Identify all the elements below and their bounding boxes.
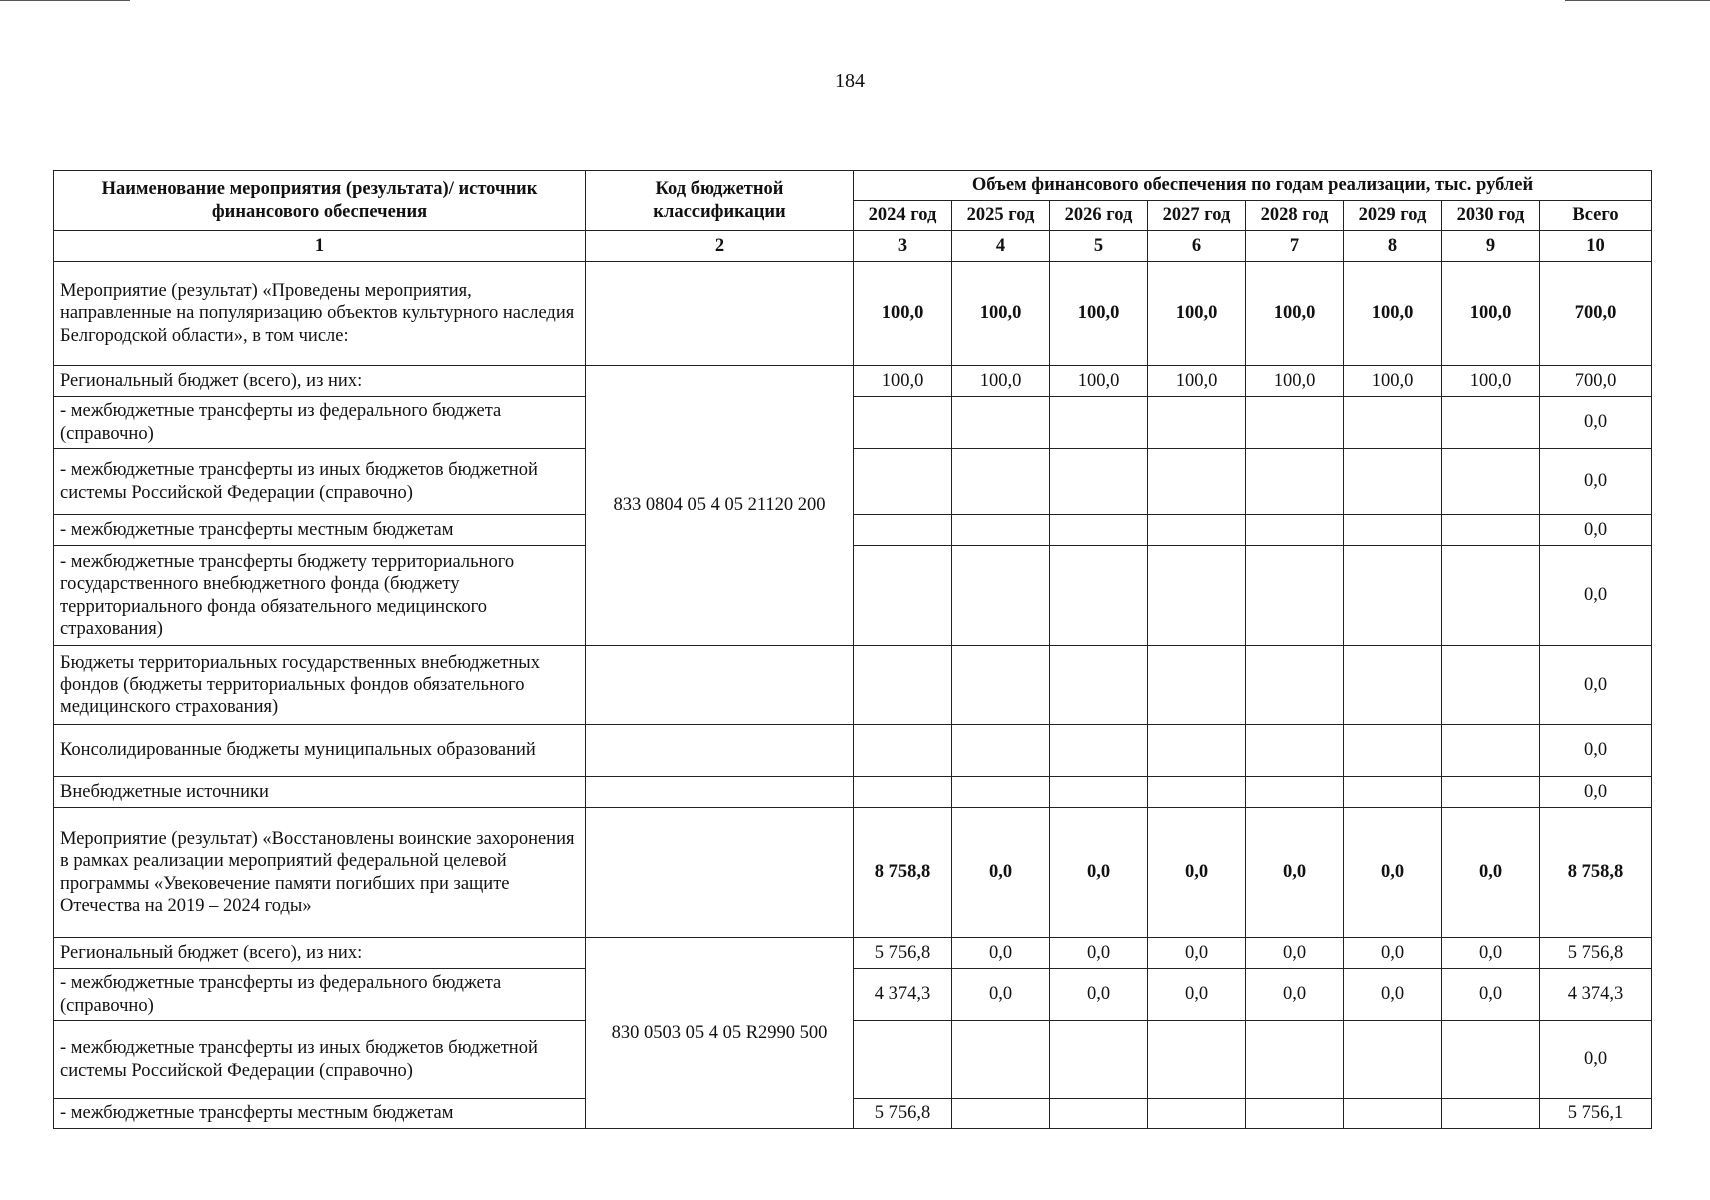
value-cell: 0,0 bbox=[1148, 969, 1246, 1021]
code-cell bbox=[586, 808, 854, 938]
value-cell bbox=[952, 777, 1050, 808]
table-row bbox=[54, 808, 1652, 938]
value-cell bbox=[1148, 515, 1246, 546]
total-cell: 700,0 bbox=[1540, 262, 1652, 366]
value-cell: 100,0 bbox=[1148, 366, 1246, 397]
value-cell bbox=[1442, 1099, 1540, 1129]
value-cell bbox=[1148, 546, 1246, 646]
value-cell bbox=[1148, 397, 1246, 449]
value-cell bbox=[952, 546, 1050, 646]
value-cell bbox=[1148, 646, 1246, 725]
total-cell: 0,0 bbox=[1540, 449, 1652, 515]
value-cell bbox=[1050, 449, 1148, 515]
total-cell: 8 758,8 bbox=[1540, 808, 1652, 938]
value-cell: 100,0 bbox=[1050, 366, 1148, 397]
value-cell: 0,0 bbox=[1344, 969, 1442, 1021]
value-cell bbox=[854, 397, 952, 449]
value-cell bbox=[1344, 646, 1442, 725]
value-cell bbox=[1246, 397, 1344, 449]
total-cell: 0,0 bbox=[1540, 1021, 1652, 1099]
value-cell: 0,0 bbox=[1050, 808, 1148, 938]
value-cell: 0,0 bbox=[1246, 938, 1344, 969]
value-cell bbox=[1246, 1099, 1344, 1129]
value-cell: 0,0 bbox=[952, 969, 1050, 1021]
value-cell bbox=[1344, 397, 1442, 449]
value-cell bbox=[1344, 515, 1442, 546]
value-cell bbox=[1344, 1021, 1442, 1099]
scan-edge-top-right bbox=[1565, 0, 1710, 1]
column-number: 1 bbox=[54, 231, 586, 262]
value-cell bbox=[1442, 725, 1540, 777]
value-cell bbox=[1246, 646, 1344, 725]
value-cell bbox=[952, 725, 1050, 777]
value-cell: 0,0 bbox=[1442, 938, 1540, 969]
total-cell: 4 374,3 bbox=[1540, 969, 1652, 1021]
table-row bbox=[54, 366, 1652, 397]
value-cell bbox=[952, 1099, 1050, 1129]
row-name: - межбюджетные трансферты из федерального бюджета (справочно) bbox=[54, 969, 586, 1021]
value-cell: 0,0 bbox=[952, 808, 1050, 938]
budget-code: 830 0503 05 4 05 R2990 500 bbox=[586, 938, 854, 1129]
value-cell bbox=[1442, 546, 1540, 646]
header-year: 2024 год bbox=[854, 201, 952, 231]
total-cell: 0,0 bbox=[1540, 646, 1652, 725]
code-cell bbox=[586, 646, 854, 725]
value-cell bbox=[854, 646, 952, 725]
value-cell bbox=[1148, 1021, 1246, 1099]
budget-code: 833 0804 05 4 05 21120 200 bbox=[586, 366, 854, 646]
value-cell: 0,0 bbox=[1246, 969, 1344, 1021]
row-name: - межбюджетные трансферты местным бюджетам bbox=[54, 1099, 586, 1129]
row-name: Мероприятие (результат) «Восстановлены воинские захоронения в рамках реализации мероприятий федеральной целевой программы «Увековечение памяти погибших при защите Отечества на 2019 – 2024 годы» bbox=[54, 808, 586, 938]
value-cell: 100,0 bbox=[1442, 262, 1540, 366]
value-cell: 100,0 bbox=[1246, 366, 1344, 397]
total-cell: 0,0 bbox=[1540, 725, 1652, 777]
header-code: Код бюджетной классификации bbox=[586, 171, 854, 231]
value-cell bbox=[952, 515, 1050, 546]
table-row bbox=[54, 262, 1652, 366]
header-year: 2029 год bbox=[1344, 201, 1442, 231]
value-cell bbox=[952, 397, 1050, 449]
scan-edge-top-left bbox=[0, 0, 130, 1]
row-name: - межбюджетные трансферты из федерального бюджета (справочно) bbox=[54, 397, 586, 449]
code-cell bbox=[586, 262, 854, 366]
value-cell bbox=[1246, 546, 1344, 646]
header-volume: Объем финансового обеспечения по годам реализации, тыс. рублей bbox=[854, 171, 1652, 201]
total-cell: 5 756,8 bbox=[1540, 938, 1652, 969]
value-cell: 100,0 bbox=[854, 366, 952, 397]
value-cell bbox=[1442, 449, 1540, 515]
value-cell: 100,0 bbox=[952, 366, 1050, 397]
column-number: 5 bbox=[1050, 231, 1148, 262]
value-cell bbox=[1344, 546, 1442, 646]
value-cell: 0,0 bbox=[1246, 808, 1344, 938]
value-cell: 4 374,3 bbox=[854, 969, 952, 1021]
value-cell bbox=[1442, 777, 1540, 808]
value-cell bbox=[1246, 449, 1344, 515]
column-number: 6 bbox=[1148, 231, 1246, 262]
value-cell: 8 758,8 bbox=[854, 808, 952, 938]
row-name: Региональный бюджет (всего), из них: bbox=[54, 938, 586, 969]
value-cell bbox=[952, 1021, 1050, 1099]
value-cell: 100,0 bbox=[1344, 262, 1442, 366]
code-cell bbox=[586, 725, 854, 777]
header-year: 2027 год bbox=[1148, 201, 1246, 231]
value-cell bbox=[1442, 397, 1540, 449]
value-cell: 0,0 bbox=[952, 938, 1050, 969]
column-number: 4 bbox=[952, 231, 1050, 262]
total-cell: 0,0 bbox=[1540, 546, 1652, 646]
value-cell bbox=[1344, 777, 1442, 808]
value-cell: 100,0 bbox=[1442, 366, 1540, 397]
value-cell: 0,0 bbox=[1148, 808, 1246, 938]
value-cell bbox=[854, 777, 952, 808]
value-cell bbox=[854, 546, 952, 646]
value-cell bbox=[1344, 1099, 1442, 1129]
table-row bbox=[54, 938, 1652, 969]
column-number-row bbox=[54, 231, 1652, 262]
row-name: Мероприятие (результат) «Проведены мероприятия, направленные на популяризацию объектов культурного наследия Белгородской области», в том числе: bbox=[54, 262, 586, 366]
code-cell bbox=[586, 777, 854, 808]
total-cell: 0,0 bbox=[1540, 777, 1652, 808]
header-year: 2028 год bbox=[1246, 201, 1344, 231]
value-cell: 5 756,8 bbox=[854, 938, 952, 969]
value-cell bbox=[1050, 397, 1148, 449]
value-cell bbox=[1442, 515, 1540, 546]
column-number: 9 bbox=[1442, 231, 1540, 262]
value-cell bbox=[854, 515, 952, 546]
column-number: 8 bbox=[1344, 231, 1442, 262]
value-cell: 0,0 bbox=[1344, 808, 1442, 938]
value-cell: 100,0 bbox=[1050, 262, 1148, 366]
row-name: - межбюджетные трансферты из иных бюджетов бюджетной системы Российской Федерации (справочно) bbox=[54, 449, 586, 515]
column-number: 7 bbox=[1246, 231, 1344, 262]
total-cell: 0,0 bbox=[1540, 397, 1652, 449]
value-cell bbox=[1050, 646, 1148, 725]
column-number: 2 bbox=[586, 231, 854, 262]
value-cell: 0,0 bbox=[1050, 969, 1148, 1021]
header-row-1 bbox=[54, 171, 1652, 201]
total-cell: 700,0 bbox=[1540, 366, 1652, 397]
header-year: 2026 год bbox=[1050, 201, 1148, 231]
value-cell bbox=[1442, 646, 1540, 725]
value-cell bbox=[952, 646, 1050, 725]
value-cell bbox=[1050, 515, 1148, 546]
value-cell bbox=[1246, 777, 1344, 808]
value-cell: 100,0 bbox=[1246, 262, 1344, 366]
header-total: Всего bbox=[1540, 201, 1652, 231]
value-cell: 100,0 bbox=[952, 262, 1050, 366]
value-cell bbox=[1344, 449, 1442, 515]
row-name: - межбюджетные трансферты бюджету территориального государственного внебюджетного фонда (бюджету территориального фонда обязательного медицинского страхования) bbox=[54, 546, 586, 646]
page-number: 184 bbox=[835, 70, 865, 92]
value-cell bbox=[854, 449, 952, 515]
value-cell bbox=[1246, 725, 1344, 777]
table-row bbox=[54, 725, 1652, 777]
value-cell: 0,0 bbox=[1442, 808, 1540, 938]
header-year: 2030 год bbox=[1442, 201, 1540, 231]
header-year: 2025 год bbox=[952, 201, 1050, 231]
value-cell bbox=[1442, 1021, 1540, 1099]
value-cell bbox=[1148, 1099, 1246, 1129]
value-cell bbox=[1050, 725, 1148, 777]
value-cell: 0,0 bbox=[1148, 938, 1246, 969]
total-cell: 5 756,1 bbox=[1540, 1099, 1652, 1129]
value-cell bbox=[952, 449, 1050, 515]
value-cell bbox=[1148, 725, 1246, 777]
value-cell: 100,0 bbox=[854, 262, 952, 366]
column-number: 3 bbox=[854, 231, 952, 262]
value-cell bbox=[854, 725, 952, 777]
header-name: Наименование мероприятия (результата)/ источник финансового обеспечения bbox=[54, 171, 586, 231]
row-name: Региональный бюджет (всего), из них: bbox=[54, 366, 586, 397]
value-cell bbox=[1344, 725, 1442, 777]
value-cell: 100,0 bbox=[1148, 262, 1246, 366]
value-cell bbox=[1148, 449, 1246, 515]
budget-table bbox=[53, 170, 1652, 1129]
row-name: Внебюджетные источники bbox=[54, 777, 586, 808]
value-cell bbox=[1050, 1021, 1148, 1099]
value-cell bbox=[1050, 777, 1148, 808]
table-row bbox=[54, 777, 1652, 808]
row-name: Консолидированные бюджеты муниципальных образований bbox=[54, 725, 586, 777]
value-cell bbox=[854, 1021, 952, 1099]
value-cell: 0,0 bbox=[1442, 969, 1540, 1021]
row-name: - межбюджетные трансферты местным бюджетам bbox=[54, 515, 586, 546]
total-cell: 0,0 bbox=[1540, 515, 1652, 546]
value-cell bbox=[1246, 515, 1344, 546]
value-cell: 0,0 bbox=[1344, 938, 1442, 969]
row-name: - межбюджетные трансферты из иных бюджетов бюджетной системы Российской Федерации (справочно) bbox=[54, 1021, 586, 1099]
value-cell bbox=[1050, 1099, 1148, 1129]
value-cell bbox=[1246, 1021, 1344, 1099]
table-row bbox=[54, 646, 1652, 725]
value-cell: 5 756,8 bbox=[854, 1099, 952, 1129]
value-cell: 100,0 bbox=[1344, 366, 1442, 397]
value-cell: 0,0 bbox=[1050, 938, 1148, 969]
value-cell bbox=[1050, 546, 1148, 646]
row-name: Бюджеты территориальных государственных внебюджетных фондов (бюджеты территориальных фондов обязательного медицинского страхования) bbox=[54, 646, 586, 725]
value-cell bbox=[1148, 777, 1246, 808]
column-number: 10 bbox=[1540, 231, 1652, 262]
